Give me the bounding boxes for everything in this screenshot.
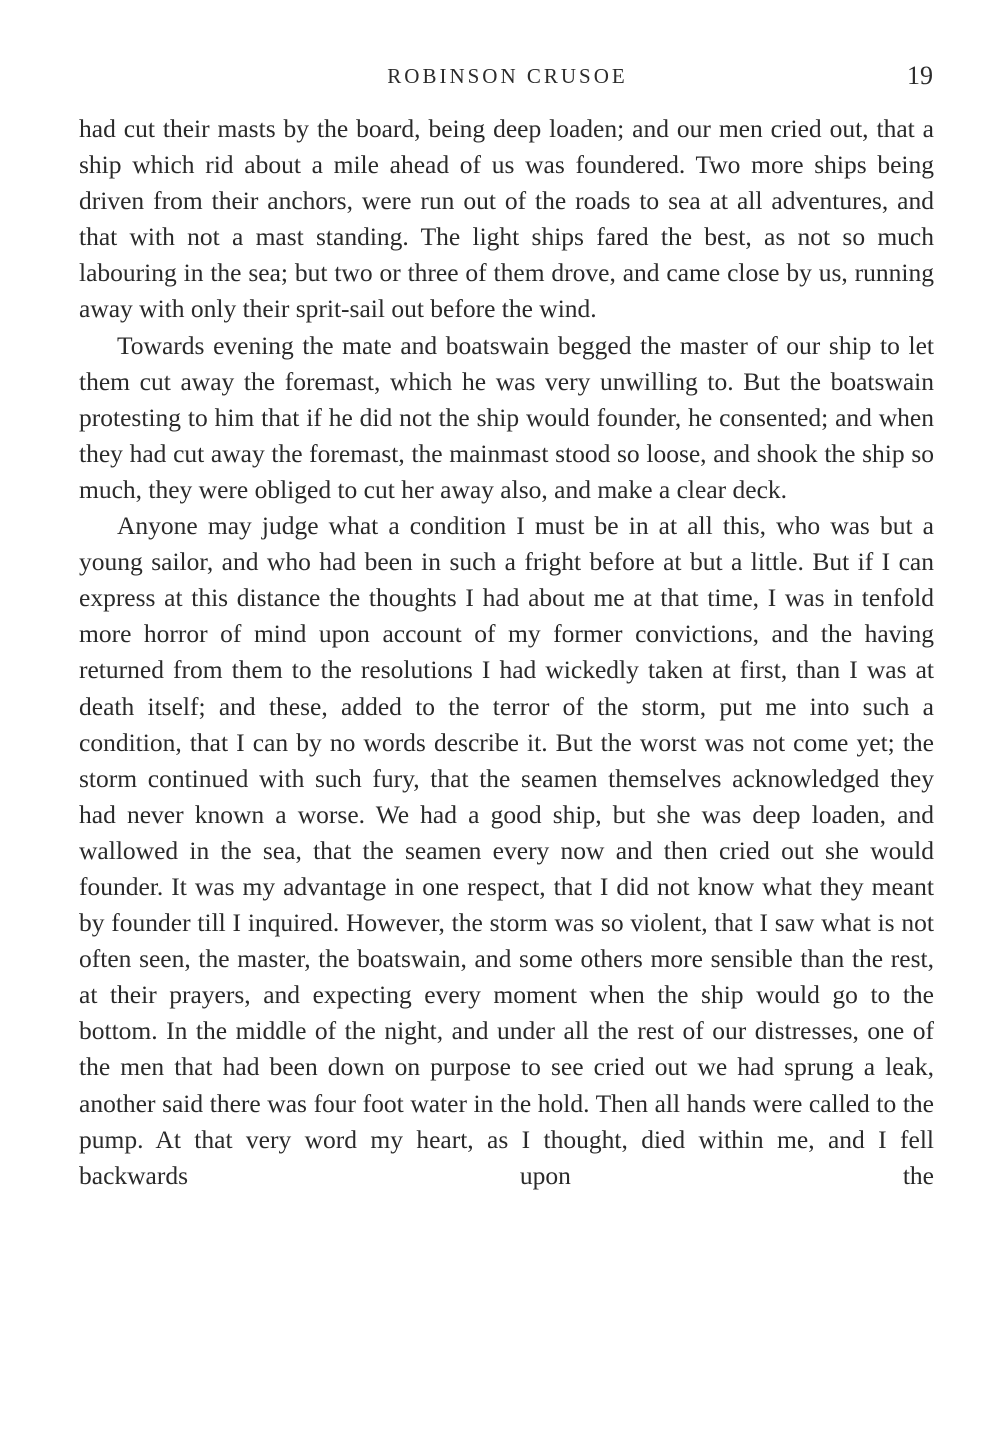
page-number: 19 bbox=[907, 61, 933, 90]
running-title: ROBINSON CRUSOE bbox=[387, 64, 628, 88]
paragraph-1: had cut their masts by the board, being deep loaden; and our men cried out, that a ship which rid about a mile ahead of us was foundered. Two more ships being driven from their anchors, were run out of the roads to sea at all adventures, and that with not a mast standing. The light ships fared the best, as not so much labouring in the sea; but two or three of them drove, and came close by us, running away with only their sprit-sail out before the wind. bbox=[79, 114, 934, 324]
running-head bbox=[80, 58, 935, 94]
paragraph-3: Anyone may judge what a condition I must be in at all this, who was but a young sailor, and who had been in such a fright before at but a little. But if I can express at this distance the thoughts I had about me at that time, I was in tenfold more horror of mind upon account of my former convictions, and the having returned from them to the resolutions I had wickedly taken at first, than I was at death itself; and these, added to the terror of the storm, put me into such a condition, that I can by no words describe it. But the worst was not come yet; the storm continued with such fury, that the seamen themselves acknowledged they had never known a worse. We had a good ship, but she was deep loaden, and wallowed in the sea, that the seamen every now and then cried out she would founder. It was my advantage in one respect, that I did not know what they meant by founder till I inquired. However, the storm was so violent, that I saw what is not often seen, the master, the boatswain, and some others more sensible than the rest, at their prayers, and expecting every moment when the ship would go to the bottom. In the middle of the night, and under all the rest of our distresses, one of the men that had been down on purpose to see cried out we had sprung a leak, another said there was four foot water in the hold. Then all hands were called to the pump. At that very word my heart, as I thought, died within me, and I fell backwards upon the bbox=[79, 511, 934, 1190]
paragraph-2: Towards evening the mate and boatswain begged the master of our ship to let them cut away the foremast, which he was very unwilling to. But the boatswain protesting to him that if he did not the ship would founder, he consented; and when they had cut away the foremast, the mainmast stood so loose, and shook the ship so much, they were obliged to cut her away also, and make a clear deck. bbox=[79, 330, 934, 504]
body-text bbox=[79, 111, 934, 1194]
